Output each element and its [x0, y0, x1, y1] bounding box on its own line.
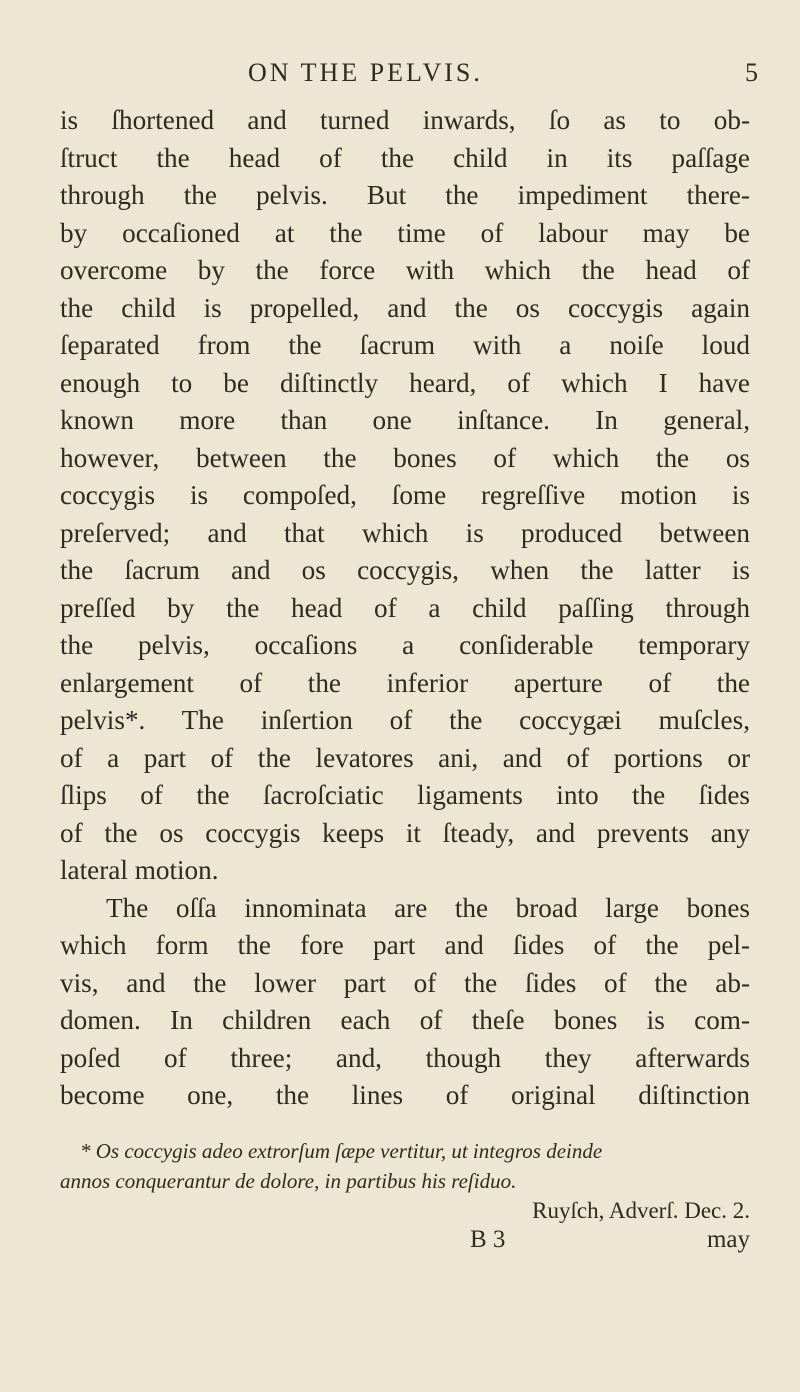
- text-line: of the os coccygis keeps it ſteady, and prevents any: [60, 817, 750, 848]
- page-header: [58, 58, 758, 98]
- text-line: of a part of the levatores ani, and of portions or: [60, 742, 750, 773]
- page-number: 5: [745, 58, 758, 87]
- footnote-line: annos conquerantur de dolore, in partibus his reſiduo.: [60, 1169, 517, 1193]
- text-line: enlargement of the inferior aperture of the: [60, 667, 750, 698]
- footnote-citation: Ruyſch, Adverſ. Dec. 2.: [532, 1198, 750, 1223]
- text-line: vis, and the lower part of the ſides of the ab-: [60, 967, 750, 998]
- page-footer: [60, 1226, 750, 1260]
- text-line: enough to be diſtinctly heard, of which I have: [60, 367, 750, 398]
- text-line: domen. In children each of theſe bones is com-: [60, 1005, 750, 1035]
- text-line: poſed of three; and, though they afterwards: [60, 1042, 750, 1073]
- text-line: preſerved; and that which is produced between: [60, 517, 750, 548]
- text-line: lateral motion.: [60, 855, 219, 885]
- footnote-line: * Os coccygis adeo extrorſum ſæpe vertitur, ut integros deinde: [80, 1139, 603, 1163]
- text-line: is ſhortened and turned inwards, ſo as to ob-: [60, 105, 750, 135]
- text-line: preſſed by the head of a child paſſing through: [60, 592, 750, 623]
- text-line: coccygis is compoſed, ſome regreſſive motion is: [60, 480, 750, 510]
- text-line: known more than one inſtance. In general,: [60, 405, 750, 435]
- text-line: which form the fore part and ſides of the pel-: [60, 930, 750, 960]
- running-head: ON THE PELVIS.: [248, 58, 483, 87]
- text-line: become one, the lines of original diſtinction: [60, 1080, 750, 1110]
- text-line: however, between the bones of which the os: [60, 442, 750, 473]
- text-line: the pelvis, occaſions a conſiderable temporary: [60, 630, 750, 660]
- text-line: pelvis*. The inſertion of the coccygæi muſcles,: [60, 705, 750, 735]
- signature-mark: B 3: [470, 1226, 506, 1253]
- text-line: by occaſioned at the time of labour may be: [60, 217, 750, 248]
- body-text: [60, 102, 750, 1115]
- text-line: overcome by the force with which the head of: [60, 255, 750, 285]
- catchword: may: [706, 1226, 750, 1253]
- footnote: [60, 1136, 750, 1226]
- text-line: ſeparated from the ſacrum with a noiſe loud: [60, 330, 750, 360]
- text-line: the child is propelled, and the os coccygis again: [60, 292, 750, 323]
- text-line: through the pelvis. But the impediment there-: [60, 180, 750, 210]
- text-line: ſlips of the ſacroſciatic ligaments into the ſides: [60, 780, 750, 810]
- text-line: ſtruct the head of the child in its paſſage: [60, 142, 750, 173]
- paragraph-start-line: The oſſa innominata are the broad large bones: [106, 892, 750, 923]
- text-line: the ſacrum and os coccygis, when the latter is: [60, 555, 750, 585]
